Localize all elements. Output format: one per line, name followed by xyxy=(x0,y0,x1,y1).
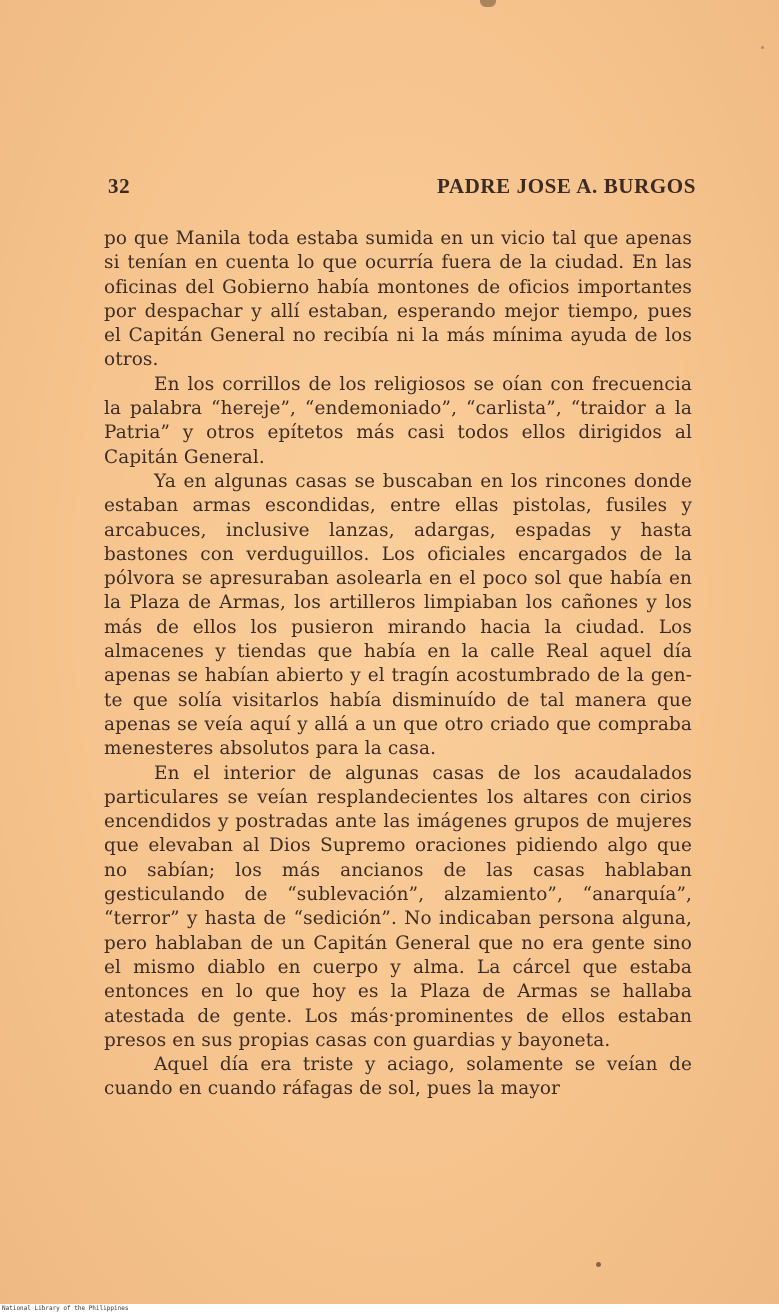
page-number: 32 xyxy=(108,174,131,198)
running-header xyxy=(108,174,696,204)
body-text xyxy=(104,227,692,1102)
paragraph: En el interior de algunas casas de los acaudalados particulares se veían resplandecientes los altares con cirios encendidos y postradas ante las imágenes grupos de mujeres que elevaban al Dios Supremo oraciones pidiendo algo que no sabían; los más ancianos de las casas hablaban gesticulando de “sublevación”, alzamiento”, “anarquía”, “terror” y hasta de “sedición”. No indicaban persona alguna, pero hablaban de un Capitán General que no era gente sino el mismo diablo en cuerpo y alma. La cárcel que estaba entonces en lo que hoy es la Plaza de Armas se hallaba atestada de gente. Los más·prominentes de ellos estaban presos en sus propias casas con guardias y bayoneta. xyxy=(104,762,692,1051)
paper-speck xyxy=(596,1262,601,1267)
paragraph: En los corrillos de los religiosos se oían con frecuencia la palabra “hereje”, “endemoniado”, “carlista”, “traidor a la Patria” y otros epítetos más casi todos ellos dirigidos al Capitán General. xyxy=(104,373,692,468)
paragraph: Aquel día era triste y aciago, solamente se veían de cuando en cuando ráfagas de sol, pues la mayor xyxy=(104,1054,692,1100)
paper-speck xyxy=(761,46,764,49)
paper-speck xyxy=(480,0,496,7)
paragraph: po que Manila toda estaba sumida en un vicio tal que apenas si tenían en cuenta lo que ocurría fuera de la ciudad. En las oficinas del Gobierno había montones de oficios importantes por despachar y allí estaban, esperando mejor tiempo, pues el Capitán General no recibía ni la más mínima ayuda de los otros. xyxy=(104,228,692,371)
library-watermark: National Library of the Philippines xyxy=(2,1305,129,1312)
book-title: PADRE JOSE A. BURGOS xyxy=(437,174,696,198)
paragraph: Ya en algunas casas se buscaban en los rincones donde estaban armas escondidas, entre ellas pistolas, fusiles y arcabuces, inclusive lanzas, adargas, espadas y hasta bastones con verduguillos. Los oficiales encargados de la pólvora se apresuraban asolearla en el poco sol que había en la Plaza de Armas, los artilleros limpiaban los cañones y los más de ellos los pusieron mirando hacia la ciudad. Los almacenes y tiendas que había en la calle Real aquel día apenas se habían abierto y el tragín acostumbrado de la gente que solía visitarlos había disminuído de tal manera que apenas se veía aquí y allá a un que otro criado que compraba menesteres absolutos para la casa. xyxy=(104,470,692,760)
